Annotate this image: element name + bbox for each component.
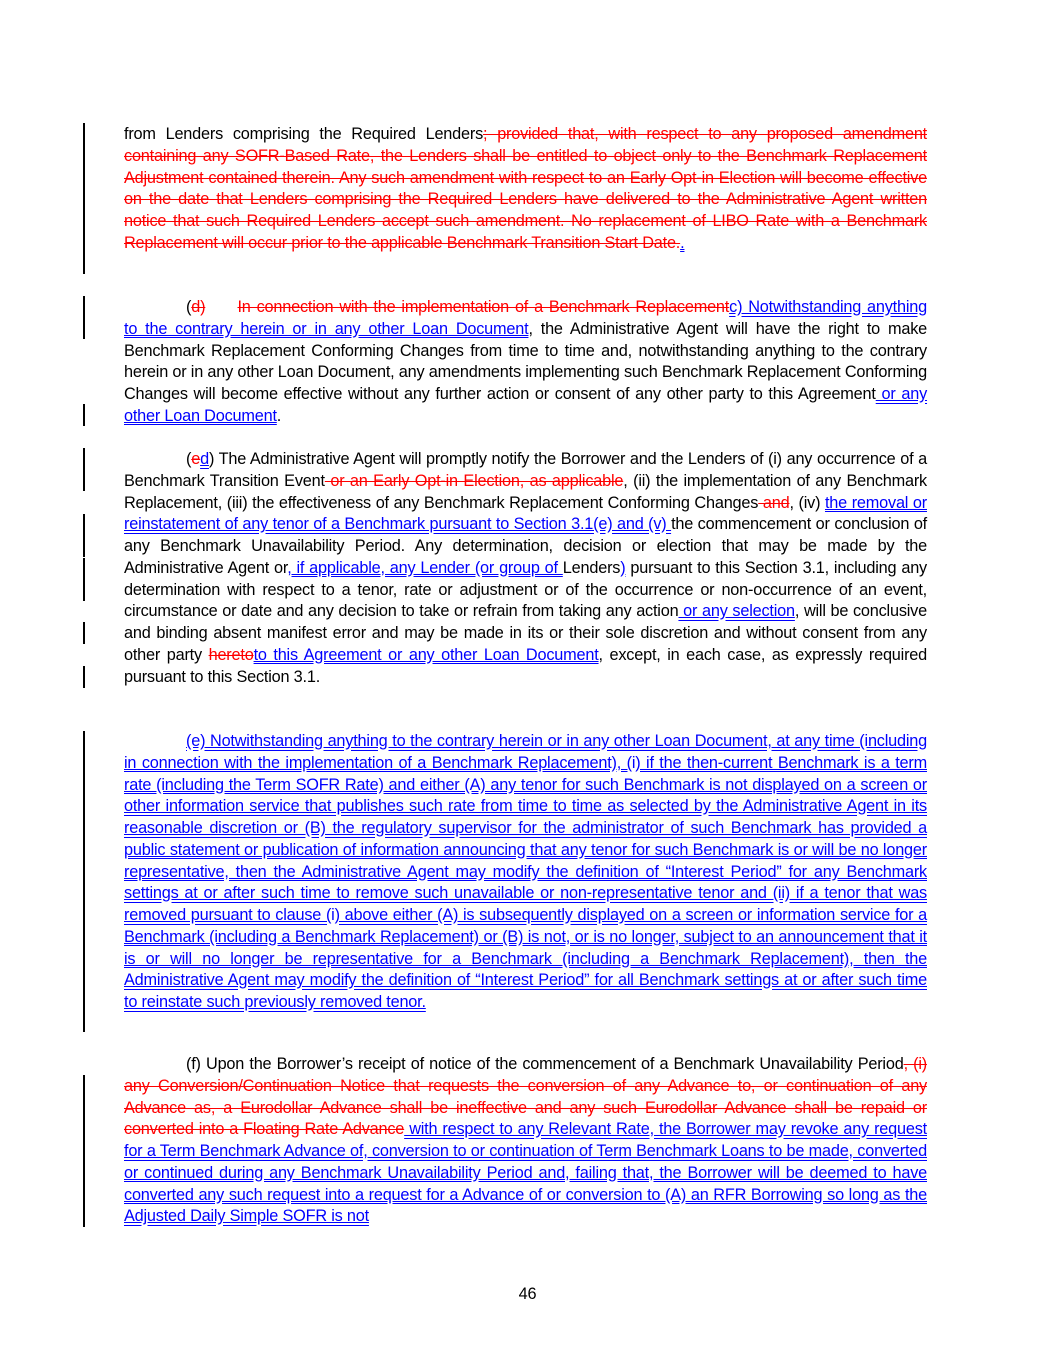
change-bar (83, 123, 85, 274)
change-bar (83, 731, 85, 1032)
inserted-text: the removal or reinstatement of any tenor of a Benchmark pursuant to Section 3.1(e) and (v) (124, 493, 927, 534)
deleted-text: and (758, 493, 790, 512)
paragraph-body (124, 298, 927, 425)
deleted-text: hereto (208, 645, 254, 664)
body-text: , will be conclusive and binding absent manifest error and may be made in its or their sole discretion and without consent from any other party (124, 602, 927, 664)
deleted-text: ; provided that, with respect to any proposed amendment containing any SOFR-Based Rate, the Lenders shall be entitled to object only to the Benchmark Replacement Adjustment contained therein. Any such amendment with respect to an Early Opt-in Election will become effective on the date that Lenders comprising the Required Lenders have delivered to the Administrative Agent written notice that such Required Lenders accept such amendment. No replacement of LIBO Rate with a Benchmark Replacement will occur prior to the applicable Benchmark Transition Start Date. (124, 125, 927, 252)
paragraph-section-e-tenor (124, 731, 927, 1014)
inserted-text: to this Agreement or any other Loan Document (253, 645, 599, 664)
deleted-text: or an Early Opt-in Election, as applicable (324, 471, 624, 490)
body-text: from Lenders comprising the Required Lenders (124, 125, 484, 143)
body-text: . (276, 406, 282, 425)
deleted-text: e (191, 450, 201, 468)
inserted-text: or any other Loan Document (124, 385, 928, 425)
paragraph-section-d (124, 297, 927, 428)
paragraph-section-f (124, 1054, 927, 1228)
body-text: , (iv) (789, 493, 825, 512)
body-text: , except, in each case, as expressly required pursuant to this Section 3.1. (124, 645, 928, 686)
change-bar (83, 1075, 85, 1227)
inserted-text: (e) Notwithstanding anything to the contrary herein or in any other Loan Document, at any time (including in connection with the implementation of a Benchmark Replacement), (i) if the then-current Benchmark is a term rate (including the Term SOFR Rate) and either (A) any tenor for such Benchmark is not displayed on a screen or other information service that publishes such rate from time to time as selected by the Administrative Agent in its reasonable discretion or (B) the regulatory supervisor for the administrator of such Benchmark has provided a public statement or publication of information announcing that any tenor for such Benchmark is or will be no longer representative, then the Administrative Agent may modify the definition of “Interest Period” for any Benchmark settings at or after such time to remove such unavailable or non-representative tenor and (ii) if a tenor that was removed pursuant to clause (i) above either (A) is subsequently displayed on a screen or information service for a Benchmark (including a Benchmark Replacement) or (B) is not, or is no longer, subject to an announcement that it is or will no longer be representative for a Benchmark (including a Benchmark Replacement), then the Administrative Agent may modify the definition of “Interest Period” for all Benchmark settings at or after such time to reinstate such previously removed tenor. (124, 732, 927, 1011)
body-text (205, 298, 237, 316)
change-bar (83, 296, 85, 339)
change-bar (83, 558, 85, 601)
paragraph-body (124, 450, 927, 686)
change-bar (83, 622, 85, 644)
body-text: , the Administrative Agent will have the right to make Benchmark Replacement Conforming Changes from time to time and, notwithstanding anything to the contrary herein or in any other Loan Document, any amendments implementing such Benchmark Replacement Conforming Changes will become effective without any further action or consent of any other party to this Agreement (124, 319, 928, 403)
body-text: ( (186, 298, 192, 316)
body-text: (f) Upon the Borrower’s receipt of notice of the commencement of a Benchmark Unavailability Period (186, 1055, 904, 1073)
paragraph-body (124, 732, 927, 1011)
body-text: the commencement or conclusion of any Benchmark Unavailability Period. Any determination, decision or election that may be made by the Administrative Agent or (124, 515, 927, 577)
body-text: , (ii) the implementation of any Benchmark Replacement, (iii) the effectiveness of any Benchmark Replacement Conforming Changes (124, 471, 927, 512)
inserted-text: ) (620, 558, 626, 577)
inserted-text: with respect to any Relevant Rate, the Borrower may revoke any request for a Term Benchmark Advance of, conversion to or continuation of Term Benchmark Loans to be made, converted or continued during any Benchmark Unavailability Period and, failing that, the Borrower will be deemed to have converted any such request into a request for a Advance of or conversion to (A) an RFR Borrowing so long as the Adjusted Daily Simple SOFR is not (124, 1120, 927, 1226)
inserted-text: d (200, 450, 209, 468)
change-bar (83, 448, 85, 491)
body-text: ( (186, 450, 192, 468)
inserted-text: , if applicable, any Lender (or group of (287, 558, 563, 577)
inserted-text: or any selection (678, 602, 795, 621)
page-number: 46 (518, 1285, 537, 1303)
paragraph-body (124, 1055, 927, 1225)
paragraph-continuation (124, 124, 927, 255)
inserted-text: c) Notwithstanding anything to the contrary herein or in any other Loan Document (124, 298, 927, 338)
deleted-text: d) (191, 298, 206, 316)
body-text: Lenders (562, 558, 621, 577)
deleted-text: , (i) any Conversion/Continuation Notice that requests the conversion of any Advance to, or continuation of any Advance as, a Eurodollar Advance shall be ineffective and any such Eurodollar Advance shall be repaid or converted into a Floating Rate Advance (124, 1055, 927, 1139)
deleted-text: In connection with the implementation of a Benchmark Replacement (237, 298, 730, 316)
change-bar (83, 666, 85, 688)
change-bar (83, 514, 85, 557)
inserted-text: . (680, 233, 685, 252)
body-text: pursuant to this Section 3.1, including any determination with respect to a tenor, rate or adjustment or of the occurrence or non-occurrence of an event, circumstance or date and any decision to take or refrain from taking any action (124, 558, 927, 621)
body-text: ) The Administrative Agent will promptly notify the Borrower and the Lenders of (i) any occurrence of a Benchmark Transition Event (124, 450, 927, 490)
change-bar (83, 404, 85, 426)
paragraph-section-e-notice (124, 449, 927, 688)
